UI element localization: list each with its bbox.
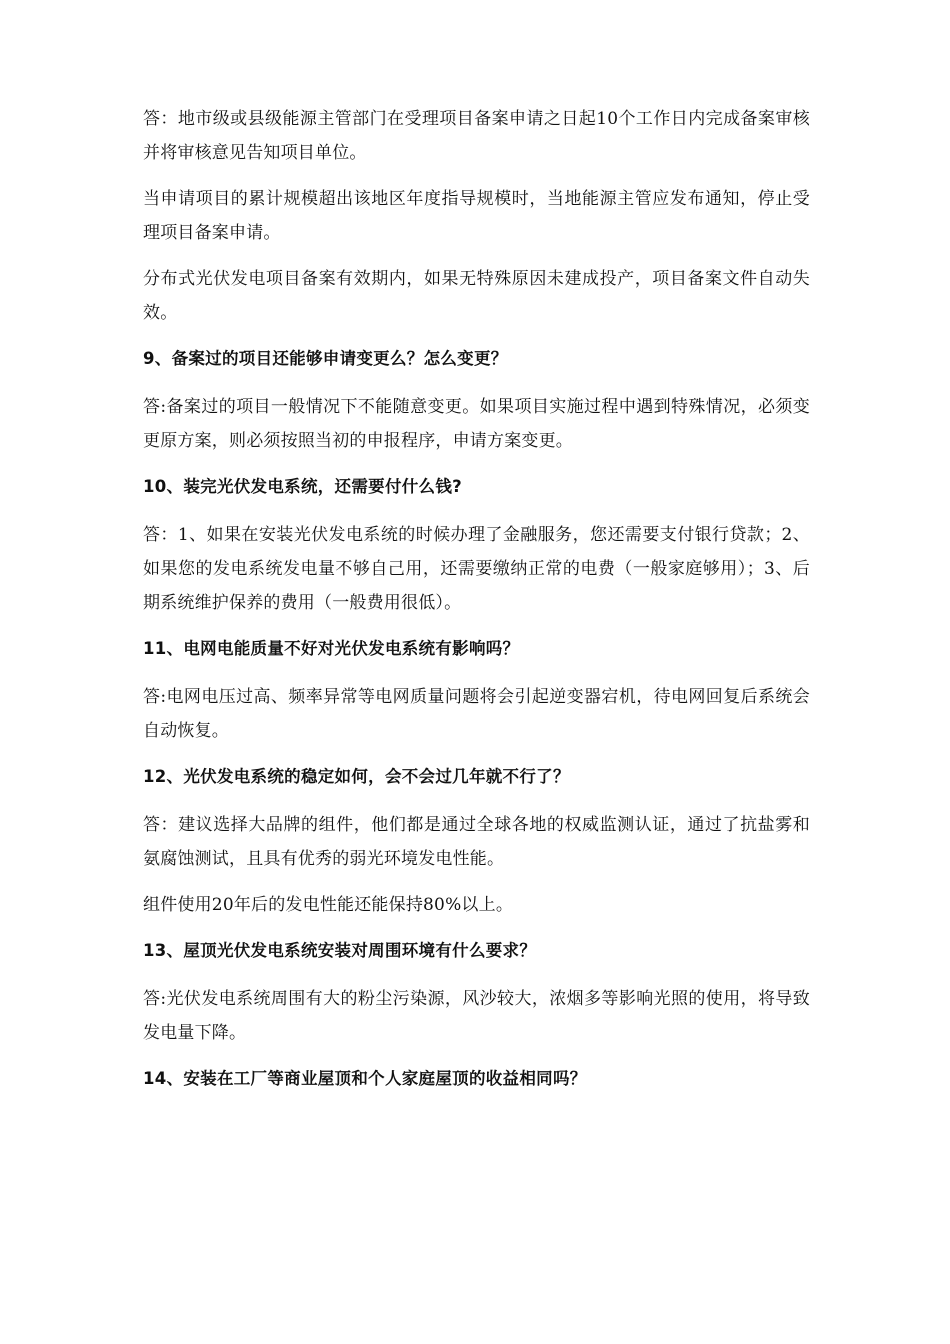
answer-paragraph: 答：建议选择大品牌的组件，他们都是通过全球各地的权威监测认证，通过了抗盐雾和氨腐蚀测试，且具有优秀的弱光环境发电性能。 bbox=[143, 815, 810, 869]
question-heading: 14、安装在工厂等商业屋顶和个人家庭屋顶的收益相同吗？ bbox=[143, 1069, 587, 1088]
answer-paragraph: 答:电网电压过高、频率异常等电网质量问题将会引起逆变器宕机，待电网回复后系统会自动恢复。 bbox=[143, 687, 810, 741]
answer-paragraph: 答:备案过的项目一般情况下不能随意变更。如果项目实施过程中遇到特殊情况，必须变更原方案，则必须按照当初的申报程序，申请方案变更。 bbox=[143, 397, 810, 451]
question-heading: 10、装完光伏发电系统，还需要付什么钱? bbox=[143, 477, 463, 496]
question-heading: 11、电网电能质量不好对光伏发电系统有影响吗？ bbox=[143, 639, 520, 658]
answer-paragraph: 答：1、如果在安装光伏发电系统的时候办理了金融服务，您还需要支付银行贷款；2、如果您的发电系统发电量不够自己用，还需要缴纳正常的电费（一般家庭够用）；3、后期系统维护保养的费用（一般费用很低）。 bbox=[143, 525, 810, 613]
document-page bbox=[143, 102, 810, 1110]
answer-paragraph: 组件使用20年后的发电性能还能保持80%以上。 bbox=[143, 895, 514, 915]
answer-paragraph: 当申请项目的累计规模超出该地区年度指导规模时，当地能源主管应发布通知，停止受理项目备案申请。 bbox=[143, 189, 810, 243]
question-heading: 13、屋顶光伏发电系统安装对周围环境有什么要求？ bbox=[143, 941, 537, 960]
question-heading: 12、光伏发电系统的稳定如何，会不会过几年就不行了？ bbox=[143, 767, 570, 786]
answer-paragraph: 答：地市级或县级能源主管部门在受理项目备案申请之日起10个工作日内完成备案审核并将审核意见告知项目单位。 bbox=[143, 109, 810, 163]
answer-paragraph: 答:光伏发电系统周围有大的粉尘污染源，风沙较大，浓烟多等影响光照的使用，将导致发电量下降。 bbox=[143, 989, 810, 1043]
answer-paragraph: 分布式光伏发电项目备案有效期内，如果无特殊原因未建成投产，项目备案文件自动失效。 bbox=[143, 269, 810, 323]
question-heading: 9、备案过的项目还能够申请变更么？怎么变更？ bbox=[143, 349, 508, 368]
